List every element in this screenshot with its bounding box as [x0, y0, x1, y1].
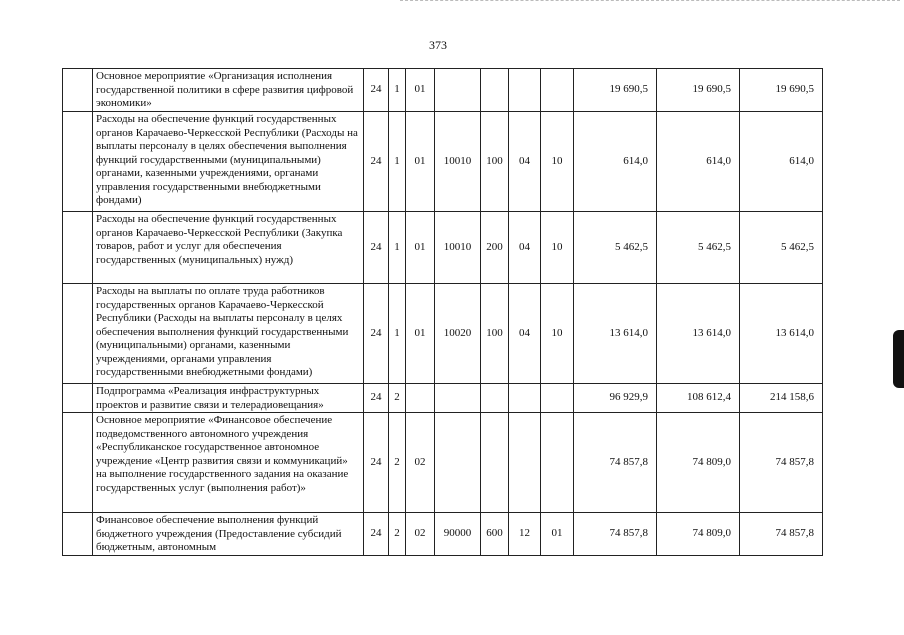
row-amount-1: 13 614,0 — [574, 284, 657, 384]
budget-table-body — [63, 69, 823, 556]
row-amount-1: 74 857,8 — [574, 413, 657, 513]
table-row — [63, 69, 823, 112]
row-amount-2: 74 809,0 — [657, 513, 740, 556]
row-name: Расходы на выплаты по оплате труда работников государственных органов Карачаево-Черкесской Республики (Расходы на выплаты персоналу в целях обеспечения выполнения функций государственными (муниципальными) органами, казенными учреждениями, органами управления государственными внебюджетными фондами) — [93, 284, 364, 384]
row-code-6 — [509, 69, 541, 112]
row-code-4: 90000 — [435, 513, 481, 556]
row-code-2: 2 — [389, 513, 406, 556]
row-name: Расходы на обеспечение функций государственных органов Карачаево-Черкесской Республики (Закупка товаров, работ и услуг для обеспечения государственных (муниципальных) нужд) — [93, 212, 364, 284]
table-row — [63, 284, 823, 384]
row-code-5: 100 — [481, 112, 509, 212]
row-code-2: 2 — [389, 384, 406, 413]
page-number: 373 — [429, 38, 447, 52]
row-amount-1: 614,0 — [574, 112, 657, 212]
row-code-7: 10 — [541, 284, 574, 384]
row-code-6 — [509, 413, 541, 513]
row-code-3: 02 — [406, 513, 435, 556]
row-code-4 — [435, 384, 481, 413]
binding-mark — [893, 330, 904, 388]
row-amount-1: 5 462,5 — [574, 212, 657, 284]
row-name: Финансовое обеспечение выполнения функций бюджетного учреждения (Предоставление субсидий бюджетным, автономным — [93, 513, 364, 556]
row-code-6: 04 — [509, 112, 541, 212]
row-code-5: 200 — [481, 212, 509, 284]
row-code-3: 01 — [406, 212, 435, 284]
row-amount-2: 5 462,5 — [657, 212, 740, 284]
row-code-7 — [541, 69, 574, 112]
row-code-6: 04 — [509, 284, 541, 384]
row-amount-2: 74 809,0 — [657, 413, 740, 513]
row-code-3: 02 — [406, 413, 435, 513]
table-row — [63, 513, 823, 556]
row-blank-cell — [63, 112, 93, 212]
row-amount-3: 614,0 — [740, 112, 823, 212]
row-code-7: 01 — [541, 513, 574, 556]
row-code-4 — [435, 69, 481, 112]
row-amount-3: 13 614,0 — [740, 284, 823, 384]
row-blank-cell — [63, 69, 93, 112]
row-code-2: 1 — [389, 284, 406, 384]
row-code-3 — [406, 384, 435, 413]
row-code-7 — [541, 413, 574, 513]
row-code-2: 2 — [389, 413, 406, 513]
row-code-2: 1 — [389, 112, 406, 212]
row-blank-cell — [63, 212, 93, 284]
row-amount-2: 19 690,5 — [657, 69, 740, 112]
row-blank-cell — [63, 413, 93, 513]
row-amount-2: 13 614,0 — [657, 284, 740, 384]
row-code-1: 24 — [364, 112, 389, 212]
row-code-5: 600 — [481, 513, 509, 556]
row-code-7: 10 — [541, 212, 574, 284]
table-row — [63, 112, 823, 212]
row-code-3: 01 — [406, 284, 435, 384]
row-amount-1: 74 857,8 — [574, 513, 657, 556]
row-code-1: 24 — [364, 413, 389, 513]
row-name: Основное мероприятие «Финансовое обеспечение подведомственного автономного учреждения «Республиканское государственное автономное учреждение «Центр развития связи и коммуникаций» на выполнение государственного задания на оказание государственных услуг (выполнения работ)» — [93, 413, 364, 513]
row-code-3: 01 — [406, 69, 435, 112]
row-blank-cell — [63, 284, 93, 384]
budget-table — [62, 68, 823, 556]
row-code-6: 04 — [509, 212, 541, 284]
row-code-5: 100 — [481, 284, 509, 384]
table-row — [63, 212, 823, 284]
row-code-4: 10010 — [435, 112, 481, 212]
row-code-1: 24 — [364, 284, 389, 384]
row-code-1: 24 — [364, 384, 389, 413]
row-code-4 — [435, 413, 481, 513]
row-name: Расходы на обеспечение функций государственных органов Карачаево-Черкесской Республики (Расходы на выплаты персоналу в целях обеспечения выполнения функций государственными (муниципальными) органами, казенными учреждениями, органами управления государственными внебюджетными фондами) — [93, 112, 364, 212]
row-code-5 — [481, 69, 509, 112]
row-code-5 — [481, 384, 509, 413]
row-code-7 — [541, 384, 574, 413]
row-amount-2: 108 612,4 — [657, 384, 740, 413]
row-name: Подпрограмма «Реализация инфраструктурных проектов и развитие связи и телерадиовещания» — [93, 384, 364, 413]
row-amount-3: 74 857,8 — [740, 513, 823, 556]
table-row — [63, 413, 823, 513]
row-code-4: 10020 — [435, 284, 481, 384]
row-code-4: 10010 — [435, 212, 481, 284]
row-amount-1: 96 929,9 — [574, 384, 657, 413]
table-row — [63, 384, 823, 413]
row-amount-3: 19 690,5 — [740, 69, 823, 112]
row-blank-cell — [63, 513, 93, 556]
row-code-7: 10 — [541, 112, 574, 212]
row-name: Основное мероприятие «Организация исполнения государственной политики в сфере развития цифровой экономики» — [93, 69, 364, 112]
row-amount-2: 614,0 — [657, 112, 740, 212]
row-blank-cell — [63, 384, 93, 413]
row-code-2: 1 — [389, 212, 406, 284]
row-amount-3: 214 158,6 — [740, 384, 823, 413]
row-code-5 — [481, 413, 509, 513]
row-amount-3: 74 857,8 — [740, 413, 823, 513]
row-code-6: 12 — [509, 513, 541, 556]
row-code-1: 24 — [364, 513, 389, 556]
row-code-6 — [509, 384, 541, 413]
row-amount-3: 5 462,5 — [740, 212, 823, 284]
row-code-3: 01 — [406, 112, 435, 212]
row-code-1: 24 — [364, 212, 389, 284]
row-code-1: 24 — [364, 69, 389, 112]
row-amount-1: 19 690,5 — [574, 69, 657, 112]
scan-top-rule — [400, 0, 900, 1]
row-code-2: 1 — [389, 69, 406, 112]
